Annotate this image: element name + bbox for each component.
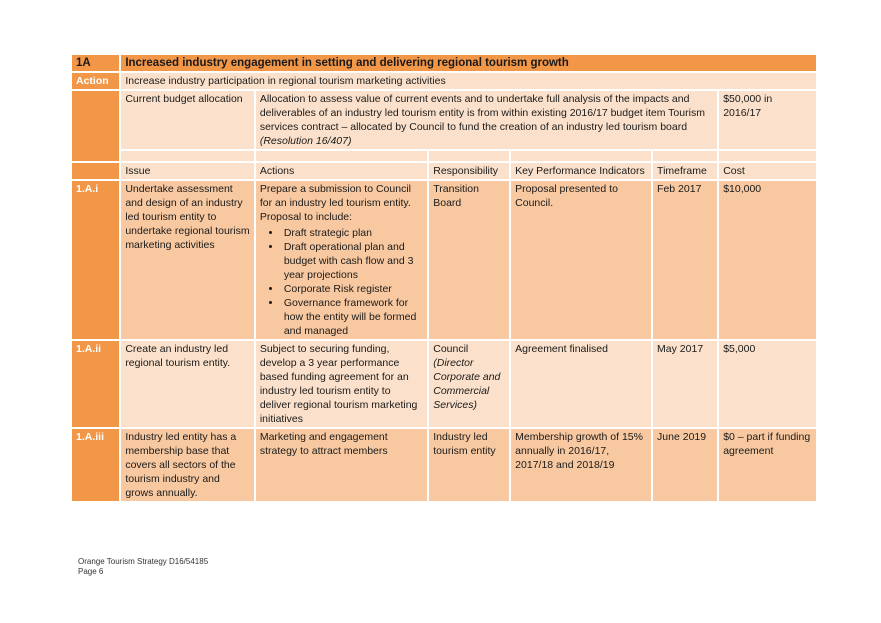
column-header-actions: Actions [256,163,427,179]
footer-page-number: Page 6 [78,567,104,576]
column-header-blank [72,163,119,179]
row-id: 1.A.i [72,181,119,339]
header-row [72,55,816,71]
row-kpi: Proposal presented to Council. [511,181,651,339]
action-text: Increase industry participation in regional tourism marketing activities [121,73,816,89]
row-issue: Create an industry led regional tourism entity. [121,341,254,427]
footer-document-ref: Orange Tourism Strategy D16/54185 [78,557,209,566]
row-timeframe: June 2019 [653,429,717,501]
row-id: 1.A.iii [72,429,119,501]
list-item: • Governance framework for how the entity will be formed and managed [282,296,423,338]
row-cost: $10,000 [719,181,816,339]
budget-amount: $50,000 in 2016/17 [719,91,816,149]
column-header-timeframe: Timeframe [653,163,717,179]
list-item: • Draft operational plan and budget with cash flow and 3 year projections [282,240,423,282]
table-row [72,429,816,501]
row-actions [256,181,427,339]
header-title: Increased industry engagement in setting and delivering regional tourism growth [121,55,816,71]
strategy-table [70,53,818,503]
row-actions: Marketing and engagement strategy to attract members [256,429,427,501]
row-id: 1.A.ii [72,341,119,427]
row-timeframe: May 2017 [653,341,717,427]
column-header-cost: Cost [719,163,816,179]
row-actions-list [260,226,423,338]
budget-text-cell [256,91,717,149]
table-row [72,181,816,339]
row-actions-intro: Prepare a submission to Council for an industry led tourism entity. Proposal to include: [259,183,411,223]
row-kpi: Agreement finalised [511,341,651,427]
row-cost: $5,000 [719,341,816,427]
row-issue: Industry led entity has a membership base that covers all sectors of the tourism industry and grows annually. [121,429,254,501]
list-item: • Draft strategic plan [282,226,423,240]
page-footer [78,557,208,577]
column-header-kpi: Key Performance Indicators [511,163,651,179]
budget-text: Allocation to assess value of current events and to undertake full analysis of the impacts and deliverables of an industry led tourism entity is from within existing 2016/17 budget item Tourism services contract – allocated by Council to fund the creation of an industry led tourism board [259,93,705,133]
row-actions: Subject to securing funding, develop a 3 year performance based funding agreement for an industry led tourism entity to deliver regional tourism marketing initiatives [256,341,427,427]
action-row [72,73,816,89]
row-timeframe: Feb 2017 [653,181,717,339]
budget-label: Current budget allocation [121,91,254,149]
table-row [72,341,816,427]
action-label: Action [72,73,119,89]
spacer-row [72,151,816,161]
strategy-table-wrapper [70,53,818,503]
budget-side-cell [72,91,119,161]
column-header-responsibility: Responsibility [429,163,509,179]
header-code: 1A [72,55,119,71]
list-item: • Corporate Risk register [282,282,423,296]
budget-resolution: (Resolution 16/407) [259,135,352,147]
row-responsibility-note: (Director Corporate and Commercial Services) [433,357,501,411]
column-header-issue: Issue [121,163,254,179]
row-responsibility: Transition Board [429,181,509,339]
row-responsibility-cell [429,341,509,427]
row-kpi: Membership growth of 15% annually in 2016/17, 2017/18 and 2018/19 [511,429,651,501]
row-cost: $0 – part if funding agreement [719,429,816,501]
column-header-row [72,163,816,179]
row-responsibility: Industry led tourism entity [429,429,509,501]
budget-row [72,91,816,149]
row-issue: Undertake assessment and design of an industry led tourism entity to undertake regional tourism marketing activities [121,181,254,339]
row-responsibility: Council [433,343,469,355]
